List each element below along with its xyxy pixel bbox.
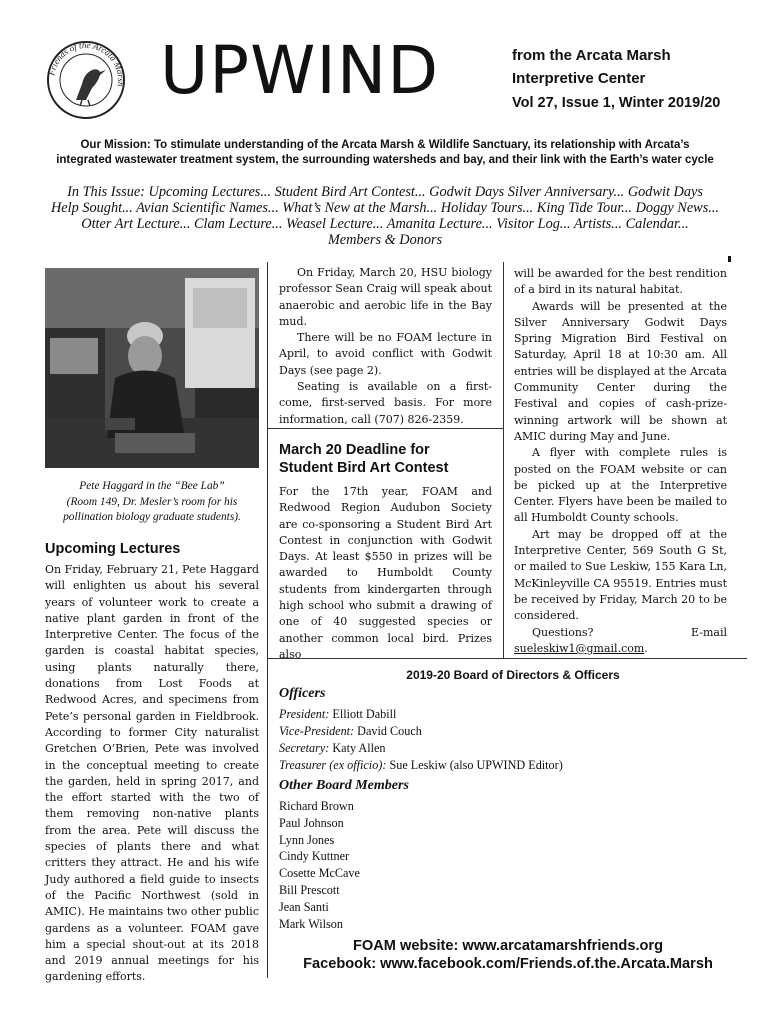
board-member: Bill Prescott xyxy=(279,882,340,897)
issue-contents-line-4: Members & Donors xyxy=(327,232,443,248)
lectures-paragraph-2: On Friday, March 20, HSU biology professor Sean Craig will speak about anaerobic and aerobic life in the Bay mud. xyxy=(279,266,492,328)
contest-paragraph-3: A flyer with complete rules is posted on the FOAM website or can be picked up at the Interpretive Center. Flyers have been be mailed to all Humboldt County schools. xyxy=(514,446,727,525)
logo-ring-text: Friends of the Arcata Marsh xyxy=(46,40,126,88)
officer-name: Sue Leskiw (also UPWIND Editor) xyxy=(389,758,563,772)
newsletter-masthead: UPWIND xyxy=(160,32,440,109)
issue-contents-line-2: Help Sought... Avian Scientific Names... What’s New at the Marsh... Holiday Tours... King Tide Tour... Doggy News... xyxy=(50,200,719,216)
column-divider-left xyxy=(267,262,268,978)
board-members-heading: Other Board Members xyxy=(279,778,409,793)
contest-section xyxy=(279,441,492,477)
footer xyxy=(268,938,748,973)
officers-heading: Officers xyxy=(279,686,326,701)
contest-heading-line-1: March 20 Deadline for xyxy=(279,442,430,458)
issue-contents-line-1: In This Issue: Upcoming Lectures... Student Bird Art Contest... Godwit Days Silver Anniversary... Godwit Days xyxy=(67,184,703,200)
heron-logo-icon xyxy=(46,40,126,120)
contest-heading xyxy=(279,441,492,477)
officer-item xyxy=(279,723,563,740)
board-member: Lynn Jones xyxy=(279,832,335,847)
contest-paragraph-2: Awards will be presented at the Silver Anniversary Godwit Days Spring Migration Bird Festival on Saturday, April 18 at 10:30 am. All entries will be displayed at the Arcata Community Center during the Festival and copies of cash-prize-winning artwork will be shown at AMIC during May and June. xyxy=(514,299,727,443)
officers-section xyxy=(279,686,325,702)
officer-role: President: xyxy=(279,707,330,721)
section-divider-contest xyxy=(267,428,503,429)
header-info xyxy=(512,44,720,115)
mission-line-2: integrated wastewater treatment system, the surrounding watersheds and bay, and their link with the Earth’s water cycle xyxy=(56,154,714,166)
contest-paragraph-5 xyxy=(514,625,727,658)
mission-line-1: Our Mission: To stimulate understanding of the Arcata Marsh & Wildlife Sanctuary, its relationship with Arcata’s xyxy=(80,139,690,151)
officer-name: Elliott Dabill xyxy=(332,707,397,721)
caption-line-2: (Room 149, Dr. Mesler’s room for his xyxy=(66,495,238,508)
officers-list xyxy=(279,706,563,774)
board-member: Cosette McCave xyxy=(279,866,360,881)
column-divider-right xyxy=(503,262,504,658)
lectures-paragraph-4: Seating is available on a first-come, first-served basis. For more information, call (707) 826-2359. xyxy=(279,380,492,426)
questions-text: Questions? E-mail xyxy=(532,625,727,639)
facebook-line[interactable]: Facebook: www.facebook.com/Friends.of.the.Arcata.Marsh xyxy=(303,955,713,972)
lectures-paragraph-1: On Friday, February 21, Pete Haggard will enlighten us about his several years of volunteer work to create a native plant garden in front of the Interpretive Center. The focus of the garden is coastal habitat species, using plants naturally there, donations from Lost Foods at Redwood Acres, and specimens from Pete’s personal garden in Fieldbrook. According to former City naturalist Gretchen O’Brien, Pete was involved in the conceptual meeting to create the garden, held in spring 2017, and the effort started with the two of them removing non-native plants from the area. Pete will discuss the species of plants there and what critters they attract. He and his wife Judy authored a field guide to insects of the Pacific Northwest (sold in AMIC). He maintains two other public gardens as a volunteer. FOAM gave him a special shout-out at its 2018 and 2019 annual meetings for his gardening efforts. xyxy=(45,563,259,984)
caption-line-1: Pete Haggard in the “Bee Lab” xyxy=(79,480,225,492)
lectures-heading: Upcoming Lectures xyxy=(45,541,181,557)
officer-item xyxy=(279,757,563,774)
lectures-body xyxy=(45,562,259,986)
contest-paragraph-1-cont: will be awarded for the best rendition of a bird in its natural habitat. xyxy=(514,267,727,297)
board-member: Mark Wilson xyxy=(279,916,343,931)
questions-end: . xyxy=(644,641,648,655)
lectures-section xyxy=(45,540,259,558)
board-member: Richard Brown xyxy=(279,799,354,813)
board-member: Jean Santi xyxy=(279,899,329,914)
lectures-paragraph-3: There will be no FOAM lecture in April, to avoid conflict with Godwit Days (see page 2). xyxy=(279,331,492,377)
board-member: Cindy Kuttner xyxy=(279,849,350,864)
issue-info: Vol 27, Issue 1, Winter 2019/20 xyxy=(512,95,721,111)
caption-line-3: pollination biology graduate students). xyxy=(63,511,241,523)
contest-continued xyxy=(514,266,727,657)
officer-item xyxy=(279,706,563,723)
corner-mark xyxy=(728,256,731,262)
officer-role: Vice-President: xyxy=(279,724,355,738)
officer-item xyxy=(279,740,563,757)
lectures-continued xyxy=(279,265,492,428)
contest-body xyxy=(279,484,492,663)
board-members-section xyxy=(279,778,409,794)
photo-image xyxy=(45,268,259,468)
officer-role: Treasurer (ex officio): xyxy=(279,758,387,772)
board-members-list xyxy=(279,798,360,932)
issue-contents-line-3: Otter Art Lecture... Clam Lecture... Weasel Lecture... Amanita Lecture... Visitor Log... Artists... Calendar... xyxy=(81,216,689,232)
org-line-2: Interpretive Center xyxy=(512,70,646,87)
officer-name: David Couch xyxy=(357,724,422,738)
officer-name: Katy Allen xyxy=(332,741,386,755)
contest-heading-line-2: Student Bird Art Contest xyxy=(279,460,449,476)
board-title: 2019-20 Board of Directors & Officers xyxy=(406,668,620,682)
org-line-1: from the Arcata Marsh xyxy=(512,47,671,64)
officer-role: Secretary: xyxy=(279,741,330,755)
foam-logo xyxy=(46,40,126,120)
email-link[interactable]: sueleskiw1@gmail.com xyxy=(514,641,645,655)
mission-statement xyxy=(30,138,740,168)
photo-pete-haggard xyxy=(45,268,259,468)
contest-paragraph-1: For the 17th year, FOAM and Redwood Region Audubon Society are co-sponsoring a Student Bird Art Contest in conjunction with Godwit Days. At least $550 in prizes will be awarded to Humboldt County students from kindergarten through high school who submit a drawing of one of 40 suggested species or another common local bird. Prizes also xyxy=(279,485,492,661)
website-line[interactable]: FOAM website: www.arcatamarshfriends.org xyxy=(352,938,664,954)
photo-caption xyxy=(45,479,259,526)
board-member: Paul Johnson xyxy=(279,815,344,830)
in-this-issue xyxy=(30,184,740,248)
contest-paragraph-4: Art may be dropped off at the Interpretive Center, 569 South G St, or mailed to Sue Leskiw, 155 Kara Ln, McKinleyville CA 95519. Entries must be received by Friday, March 20 to be considered. xyxy=(514,527,727,623)
